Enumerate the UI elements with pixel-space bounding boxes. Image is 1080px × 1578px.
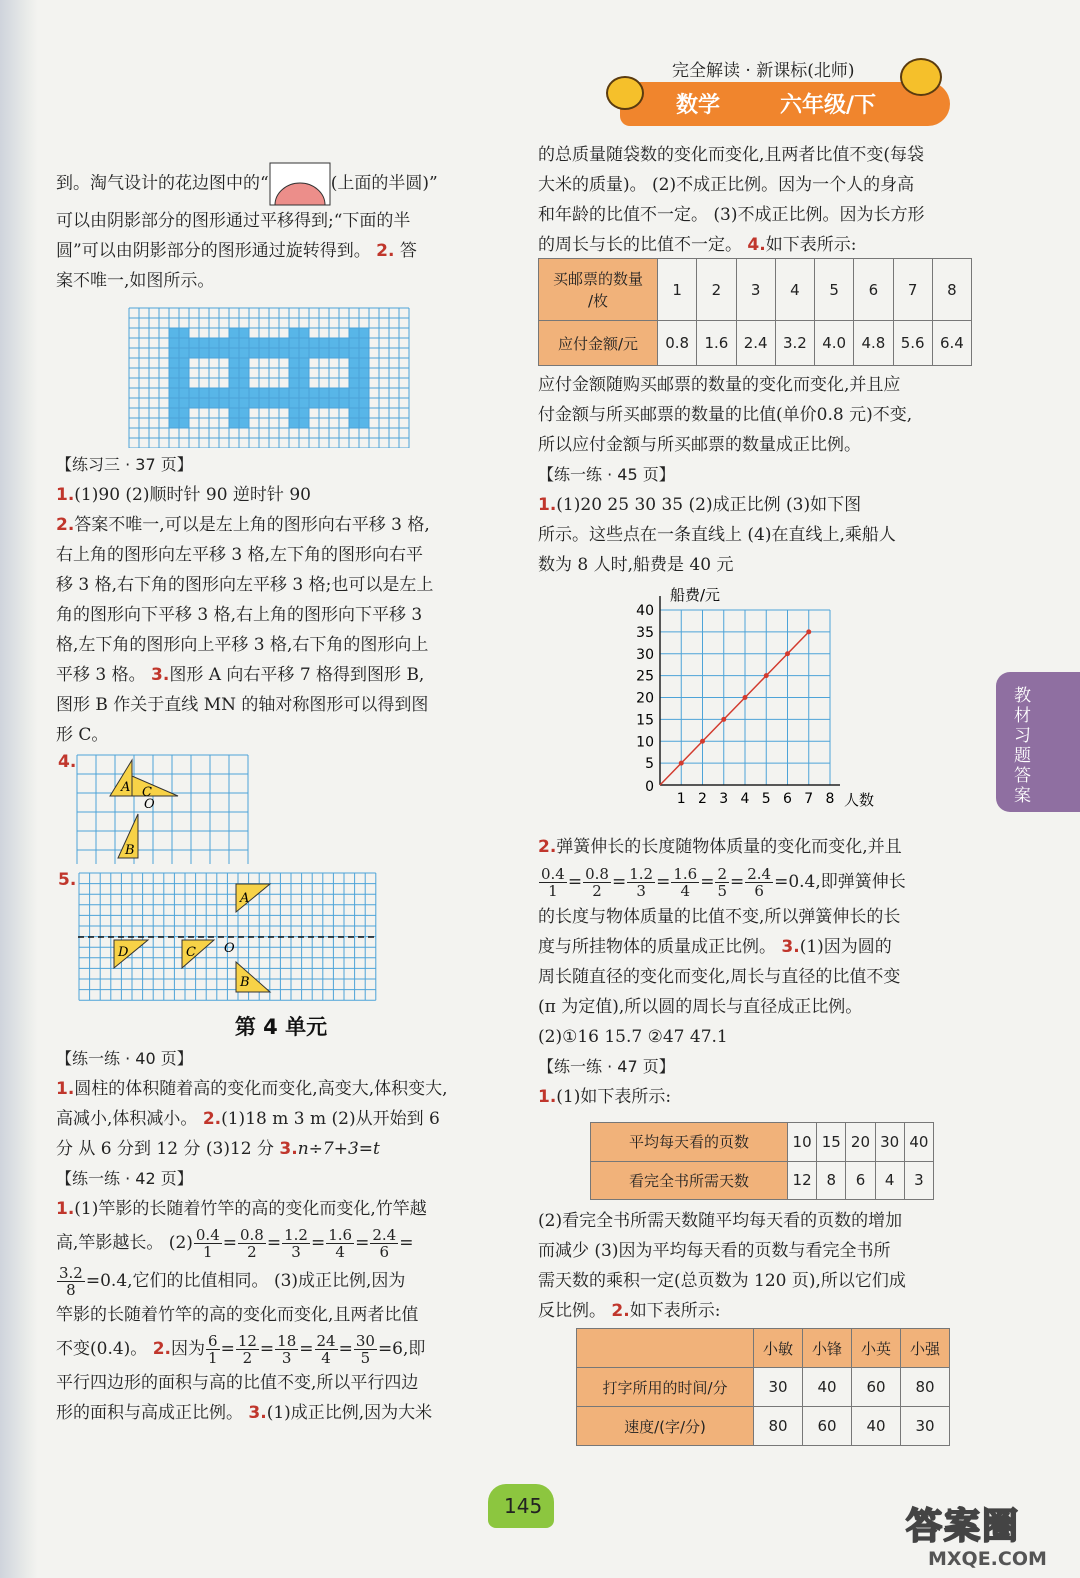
bird-left-icon	[606, 76, 644, 110]
chart-point	[679, 761, 684, 766]
section-heading: 【练习三 · 37 页】	[56, 455, 193, 474]
chart-y-tick: 5	[645, 756, 654, 773]
label-A: A	[121, 780, 131, 795]
right-column-lower: 2.弹簧伸长的长度随物体质量的变化而变化,并且 $\frac{0.4}{1}$ = $\frac{0.8}{2}$ = $\frac{1.2}{3}$ = $\frac{1.6}{4}$ = $\frac{2}{5}$ = $\frac{2.4}{6}$ =0.4,即弹簧伸长 的长度与物体质量的比值不变,所以弹簧伸长的长 度与所挂物体的质量成正比例。 3.(1)因为圆的 周长随直径的变化而变化,周长与直径的比值不变 (π 为定值),所以圆的周长与直径成正比例。 (2)①16 15.7 ②47 47.1 【练一练 · 47 页】 1.(1)如下表所示:	[538, 837, 906, 1107]
chart-x-tick: 8	[825, 791, 835, 807]
page-number: 145	[488, 1484, 554, 1528]
chart-x-label: 人数	[844, 791, 875, 809]
right-column-top: 的总质量随袋数的变化而变化,且两者比值不变(每袋 大米的质量)。 (2)不成正比例。因为一个人的身高 和年龄的比值不一定。 (3)不成正比例。因为长方形 的周长与长的比值不一定。 4.如下表所示:	[538, 145, 925, 255]
border-pattern-grid	[128, 307, 412, 448]
side-tab: 教材习题答案	[996, 672, 1080, 812]
book-spine	[0, 0, 38, 1578]
exercise-3: 【练习三 · 37 页】 1.(1)90 (2)顺时针 90 逆时针 90 2.答案不唯一,可以是左上角的图形向右平移 3 格, 右上角的图形向左平移 3 格,左下角的图形向右平 移 3 格,右下角的图形向左平移 3 格;也可以是左上 角的图形向下平移 3 格,右上角的图形向下平移 3 格,左下角的图形向上平移 3 格,右下角的图形向上 平移 3 格。 3.图形 A 向右平移 7 格得到图形 B, 图形 B 作关于直线 MN 的轴对称图形可以得到图 形 C。	[56, 450, 506, 750]
chart-x-tick: 5	[761, 791, 771, 807]
label-C5: C	[186, 945, 196, 960]
chart-x-tick: 4	[740, 791, 750, 807]
chart-y-tick: 20	[636, 690, 654, 707]
page-header	[600, 46, 970, 136]
watermark: 答案圈 MXQE.COM	[906, 1506, 1047, 1570]
chart-y-tick: 10	[636, 734, 654, 751]
unit-4-left: 第 4 单元 【练一练 · 40 页】 1.圆柱的体积随着高的变化而变化,高变大,体积变大, 高减小,体积减小。 2.(1)18 m 3 m (2)从开始到 6 分 从 6 分到 12 分 (3)12 分 3.n÷7+3=t 【练一练 · 42 页】 1.(1)竿影的长随着竹竿的高的变化而变化,竹竿越 高,竿影越长。 (2) $\frac{0.4}{1}$ = $\frac{0.8}{2}$ = $\frac{1.2}{3}$ = $\frac{1.6}{4}$ = $\frac{2.4}{6}$ = $\frac{3.2}{8}$ =0.4,它们的比值相同。 (3)成正比例,因为 竿影的长随着竹竿的高的变化而变化,且两者比值 不变(0.4)。 2.因为 $\frac{6}{1}$ = $\frac{12}{2}$ = $\frac{18}{3}$ = $\frac{24}{4}$ = $\frac{30}{5}$ =6,即 平行四边形的面积与高的比值不变,所以平行四边 形的面积与高成正比例。 3.(1)成正比例,因为大米	[56, 1010, 506, 1428]
chart-point	[764, 673, 769, 678]
chart-point	[700, 739, 705, 744]
label-O: O	[144, 797, 155, 812]
stamp-price-table: 买邮票的数量 /枚 1 2 3 4 5 6 7 8 应付金额/元 0.8 1.6 2.4 3.2 4.0 4.8 5.6 6.4	[538, 258, 972, 366]
boat-fee-chart	[622, 580, 892, 815]
subject-band	[620, 82, 950, 126]
right-column-bottom: (2)看完全书所需天数随平均每天看的页数的增加 而减少 (3)因为平均每天看的页数与看完全书所 需天数的乘积一定(总页数为 120 页),所以它们成 反比例。 2.如下表所示:	[538, 1211, 906, 1321]
chart-x-tick: 2	[698, 791, 707, 807]
chart-point	[721, 717, 726, 722]
label-B5: B	[240, 975, 250, 990]
label-A5: A	[240, 891, 250, 906]
left-column: 到。淘气设计的花边图中的“ (上面的半圆)” 可以由阴影部分的图形通过平移得到;“下面的半 圆”可以由阴影部分的图形通过旋转得到。 2. 答 案不唯一,如图所示。	[56, 162, 506, 296]
chart-y-label: 船费/元	[670, 586, 721, 604]
chart-y-tick: 15	[636, 712, 654, 729]
right-column-mid: 应付金额随购买邮票的数量的变化而变化,并且应 付金额与所买邮票的数量的比值(单价0.8 元)不变, 所以应付金额与所买邮票的数量成正比例。 【练一练 · 45 页】 1.(1)20 25 30 35 (2)成正比例 (3)如下图 所示。这些点在一条直线上 (4)在直线上,乘船人 数为 8 人时,船费是 40 元	[538, 375, 913, 575]
label-C: C	[142, 785, 152, 800]
reading-table: 平均每天看的页数 10 15 20 30 40 看完全书所需天数 12 8 6 4 3	[590, 1122, 934, 1200]
typing-table: 小敏 小锋 小英 小强 打字所用的时间/分 30 40 60 80 速度/(字/分) 80 60 40 30	[576, 1328, 950, 1446]
chart-point	[806, 629, 811, 634]
semicircle-figure	[269, 162, 331, 206]
chart-y-tick: 40	[636, 603, 654, 619]
label-O5: O	[224, 941, 235, 956]
chart-y-tick: 35	[636, 624, 654, 641]
chart-x-tick: 6	[783, 791, 792, 807]
question-5-label: 5.	[58, 870, 77, 890]
figure-5-grid	[78, 872, 378, 1004]
chart-x-tick: 3	[719, 791, 729, 807]
chart-y-tick: 30	[636, 646, 654, 663]
bird-right-icon	[900, 58, 942, 96]
chart-y-tick: 25	[636, 668, 654, 685]
chart-point	[743, 695, 748, 700]
chart-x-tick: 1	[676, 791, 686, 807]
grade-label: 六年级/下	[780, 92, 877, 118]
question-4-label: 4.	[58, 752, 77, 772]
chart-point	[785, 651, 790, 656]
label-D5: D	[118, 945, 129, 960]
chart-origin-label: 0	[645, 779, 654, 795]
figure-4-grid	[76, 754, 252, 864]
unit-title: 第 4 单元	[234, 1015, 328, 1039]
chart-x-tick: 7	[804, 791, 814, 807]
label-B: B	[125, 843, 135, 858]
book-subtitle: 完全解读 · 新课标(北师)	[672, 61, 855, 81]
subject-label: 数学	[676, 92, 721, 118]
